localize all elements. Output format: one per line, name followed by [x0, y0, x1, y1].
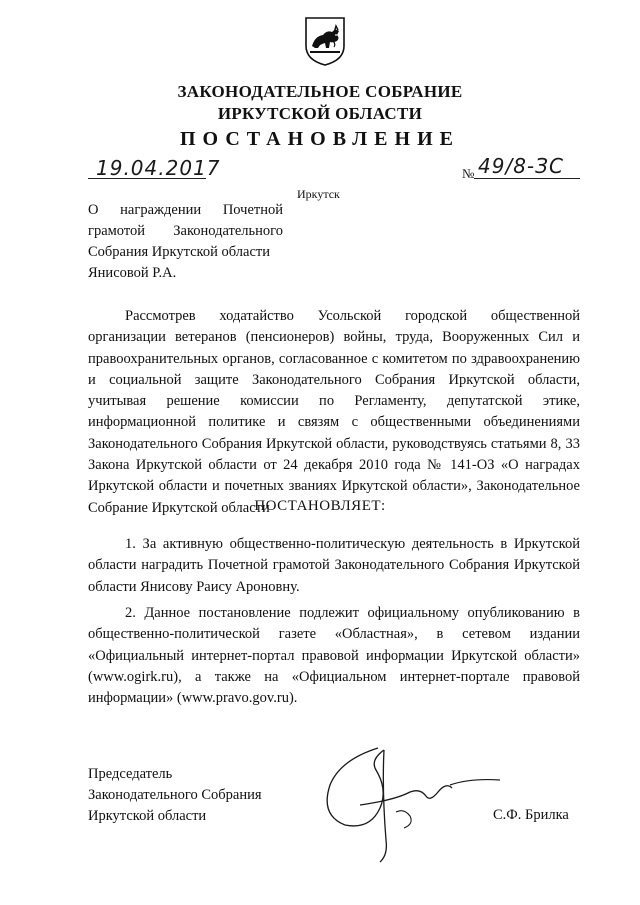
signatory-title [88, 764, 262, 827]
signatory-name: С.Ф. Брилка [493, 807, 569, 823]
preamble-text: Рассмотрев ходатайство Усольской городской общественной организации ветеранов (пенсионеров) войны, труда, Вооруженных Сил и правоохранительных органов, согласованное с комитетом по здравоохранению и социальной защите Законодательного Собрания Иркутской области, учитывая решение комиссии по Регламенту, депутатской этике, информационной политике и связям с общественными объединениями Законодательного Собрания Иркутской области, руководствуясь статьями 8, 33 Закона Иркутской области от 24 декабря 2010 года № 141-ОЗ «О наградах Иркутской области и почетных званиях Иркутской области», Законодательное Собрание Иркутской области [88, 308, 580, 516]
org-name-line1: ЗАКОНОДАТЕЛЬНОЕ СОБРАНИЕ [177, 82, 463, 101]
item-text: 1. За активную общественно-политическую деятельность в Иркутской области наградить Почетной грамотой Законодательного Собрания Иркутской области Янисову Раису Ароновну. [88, 536, 580, 595]
subject-line: грамотой Законодательного [88, 223, 283, 239]
item-2 [88, 603, 580, 709]
handwritten-signature [300, 730, 500, 870]
number-underline [474, 178, 580, 179]
signatory-title-line: Иркутской области [88, 808, 207, 824]
subject-block [88, 200, 283, 284]
item-text: 2. Данное постановление подлежит официальному опубликованию в общественно-политической газете «Областная», в сетевом издании «Официальный интернет-портал правовой информации Иркутской области» (www.ogirk.ru), а также на «Официальном интернет-портале правовой информации» (www.pravo.gov.ru). [88, 605, 580, 707]
document-type: ПОСТАНОВЛЕНИЕ [180, 128, 460, 150]
item-1 [88, 534, 580, 598]
subject-line: Собрания Иркутской области [88, 244, 270, 260]
preamble [88, 306, 580, 519]
signatory-title-line: Законодательного Собрания [88, 787, 262, 803]
subject-line: О награждении Почетной [88, 202, 283, 218]
date-underline [88, 178, 206, 179]
city: Иркутск [297, 187, 340, 201]
subject-line: Янисовой Р.А. [88, 265, 177, 281]
signatory-title-line: Председатель [88, 766, 173, 782]
org-name-line2: ИРКУТСКОЙ ОБЛАСТИ [217, 104, 423, 123]
decree-word: ПОСТАНОВЛЯЕТ: [254, 498, 386, 514]
document-date: 19.04.2017 [96, 156, 221, 180]
irkutsk-coat-of-arms-icon [303, 16, 347, 66]
document-number: 49/8-ЗС [478, 154, 564, 178]
number-sign: № [462, 166, 475, 181]
